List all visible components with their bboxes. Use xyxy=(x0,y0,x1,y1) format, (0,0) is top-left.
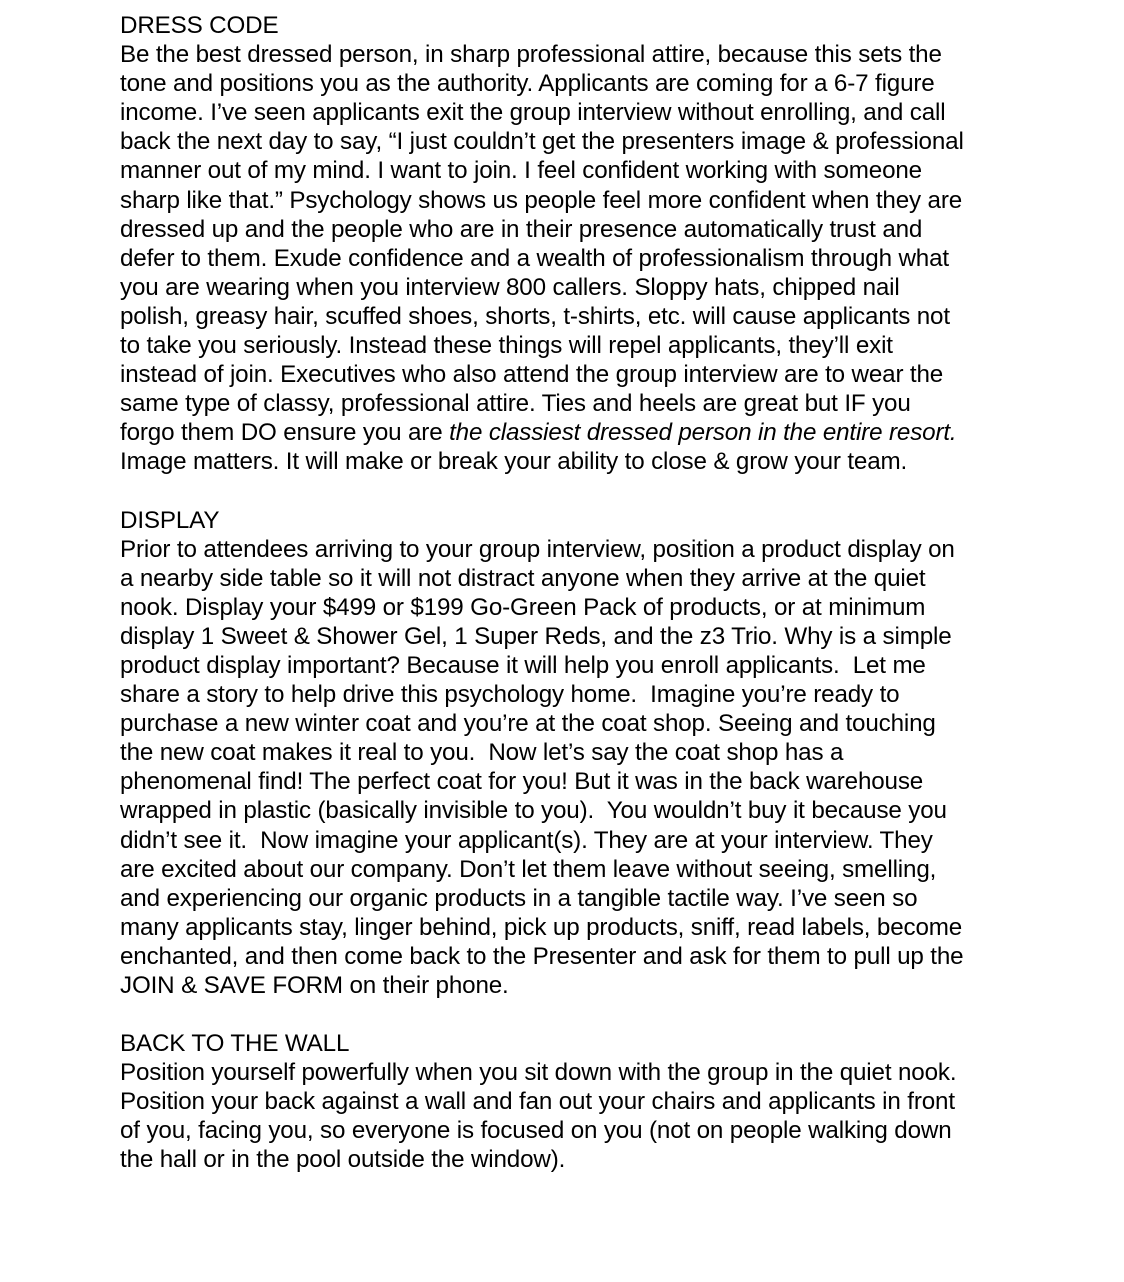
body-line: are excited about our company. Don’t let them leave without seeing, smelling, xyxy=(120,855,937,883)
section-heading: DISPLAY xyxy=(120,506,220,534)
body-line: to take you seriously. Instead these things will repel applicants, they’ll exit xyxy=(120,332,893,360)
body-line: wrapped in plastic (basically invisible to you). You wouldn’t buy it because you xyxy=(120,797,947,825)
body-line: purchase a new winter coat and you’re at the coat shop. Seeing and touching xyxy=(120,710,936,738)
section-body xyxy=(120,535,1020,1001)
body-line: instead of join. Executives who also attend the group interview are to wear the xyxy=(120,361,944,389)
body-line: and experiencing our organic products in a tangible tactile way. I’ve seen so xyxy=(120,884,918,912)
italic-emphasis-text: the classiest dressed person in the entire resort. xyxy=(449,419,957,447)
body-line: tone and positions you as the authority. Applicants are coming for a 6-7 figure xyxy=(120,70,935,98)
body-line: share a story to help drive this psychology home. Imagine you’re ready to xyxy=(120,681,900,709)
document-page xyxy=(120,11,1020,1204)
body-line: same type of classy, professional attire. Ties and heels are great but IF you xyxy=(120,390,911,418)
body-line: Prior to attendees arriving to your group interview, position a product display on xyxy=(120,535,955,563)
body-line: phenomenal find! The perfect coat for you! But it was in the back warehouse xyxy=(120,768,924,796)
body-line: the hall or in the pool outside the window). xyxy=(120,1146,566,1174)
body-line-emphasis xyxy=(120,418,1020,447)
body-line: defer to them. Exude confidence and a wealth of professionalism through what xyxy=(120,244,949,272)
section-heading: BACK TO THE WALL xyxy=(120,1030,350,1058)
body-line: manner out of my mind. I want to join. I feel confident working with someone xyxy=(120,157,922,185)
body-line: many applicants stay, linger behind, pick up products, sniff, read labels, become xyxy=(120,913,963,941)
body-line: dressed up and the people who are in their presence automatically trust and xyxy=(120,215,923,243)
section-back-to-the-wall xyxy=(120,1029,1020,1174)
section-heading: DRESS CODE xyxy=(120,12,279,39)
body-line: Position yourself powerfully when you sit down with the group in the quiet nook. xyxy=(120,1059,957,1087)
body-line: JOIN & SAVE FORM on their phone. xyxy=(120,972,509,999)
body-line: Position your back against a wall and fan out your chairs and applicants in front xyxy=(120,1088,955,1116)
body-line: polish, greasy hair, scuffed shoes, shorts, t-shirts, etc. will cause applicants not xyxy=(120,302,950,330)
section-display xyxy=(120,506,1020,1001)
body-line: sharp like that.” Psychology shows us people feel more confident when they are xyxy=(120,186,963,214)
body-line: product display important? Because it will help you enroll applicants. Let me xyxy=(120,651,926,679)
body-line: the new coat makes it real to you. Now let’s say the coat shop has a xyxy=(120,739,844,767)
body-line: a nearby side table so it will not distract anyone when they arrive at the quiet xyxy=(120,564,926,592)
section-dress-code xyxy=(120,11,1020,477)
body-line: display 1 Sweet & Shower Gel, 1 Super Reds, and the z3 Trio. Why is a simple xyxy=(120,622,952,650)
emphasis-lead-text: forgo them DO ensure you are xyxy=(120,419,450,447)
section-body xyxy=(120,1058,1020,1174)
body-line: back the next day to say, “I just couldn’t get the presenters image & professional xyxy=(120,128,964,156)
body-line: of you, facing you, so everyone is focused on you (not on people walking down xyxy=(120,1117,952,1145)
body-line: nook. Display your $499 or $199 Go-Green Pack of products, or at minimum xyxy=(120,593,926,621)
body-line: you are wearing when you interview 800 callers. Sloppy hats, chipped nail xyxy=(120,273,900,301)
body-line: income. I’ve seen applicants exit the group interview without enrolling, and call xyxy=(120,99,946,127)
section-body xyxy=(120,40,1020,476)
body-line: didn’t see it. Now imagine your applicant(s). They are at your interview. They xyxy=(120,826,933,854)
body-line: Image matters. It will make or break your ability to close & grow your team. xyxy=(120,448,908,476)
body-line: Be the best dressed person, in sharp professional attire, because this sets the xyxy=(120,41,942,69)
body-line: enchanted, and then come back to the Presenter and ask for them to pull up the xyxy=(120,942,964,970)
